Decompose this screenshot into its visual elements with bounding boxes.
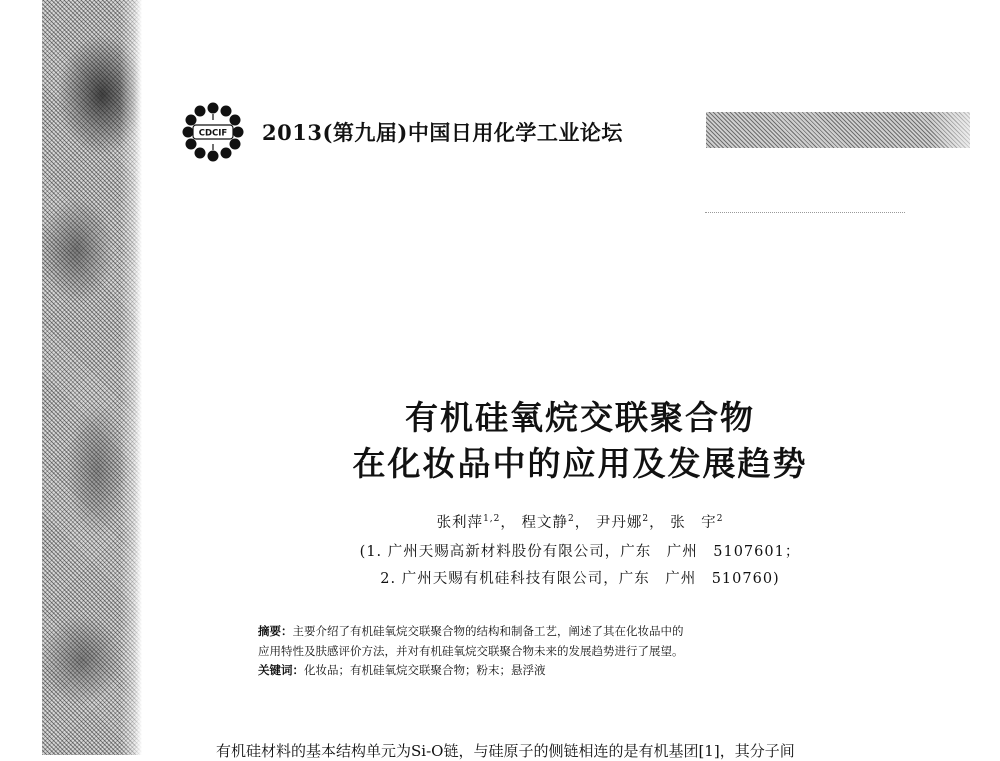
author-name: 张利萍	[436, 515, 484, 531]
author-affiliation-mark: 2	[716, 514, 724, 525]
keywords-line	[258, 661, 898, 681]
article-title-line-1: 有机硅氧烷交联聚合物	[405, 398, 755, 437]
keywords-label: 关键词：	[258, 663, 304, 677]
affiliation-line: (1. 广州天赐高新材料股份有限公司，广东 广州 5107601；	[359, 544, 801, 560]
decorative-side-strip	[42, 0, 142, 755]
author-affiliation-mark: 2	[568, 514, 575, 525]
abstract-label: 摘要：	[258, 624, 293, 638]
abstract-line	[258, 642, 898, 662]
forum-header	[172, 100, 623, 164]
cdcif-logo	[172, 100, 254, 164]
body-paragraph-start: 有机硅材料的基本结构单元为Si-O链，与硅原子的侧链相连的是有机基团[1]，其分子间	[216, 742, 795, 760]
affiliation-line: 2. 广州天赐有机硅科技有限公司，广东 广州 510760)	[380, 571, 780, 587]
article-title-line-2: 在化妆品中的应用及发展趋势	[352, 444, 808, 483]
cdcif-logo-text: CDCIF	[198, 128, 228, 139]
keywords-text: 化妆品；有机硅氧烷交联聚合物；粉末；悬浮液	[304, 663, 546, 677]
author-name: 尹丹娜	[595, 515, 643, 531]
dotted-divider	[705, 212, 905, 213]
abstract-text: 主要介绍了有机硅氧烷交联聚合物的结构和制备工艺，阐述了其在化妆品中的	[292, 624, 684, 638]
author-affiliation-mark: 2	[642, 514, 650, 525]
halftone-header-bar	[706, 112, 970, 148]
abstract-text: 应用特性及肤感评价方法，并对有机硅氧烷交联聚合物未来的发展趋势进行了展望。	[258, 643, 684, 658]
author-name: 程文静	[521, 515, 568, 531]
abstract-line	[258, 622, 898, 642]
author-list: 张利萍$^{1,2}$， 程文静$^2$， 尹丹娜$^2$， 张 宇$^2$	[436, 514, 724, 531]
forum-title: 2013(第九届)中国日用化学工业论坛	[262, 120, 623, 145]
author-name: 张 宇	[670, 515, 717, 531]
abstract-block	[258, 622, 898, 681]
author-affiliation-mark: 1,2	[483, 514, 501, 525]
